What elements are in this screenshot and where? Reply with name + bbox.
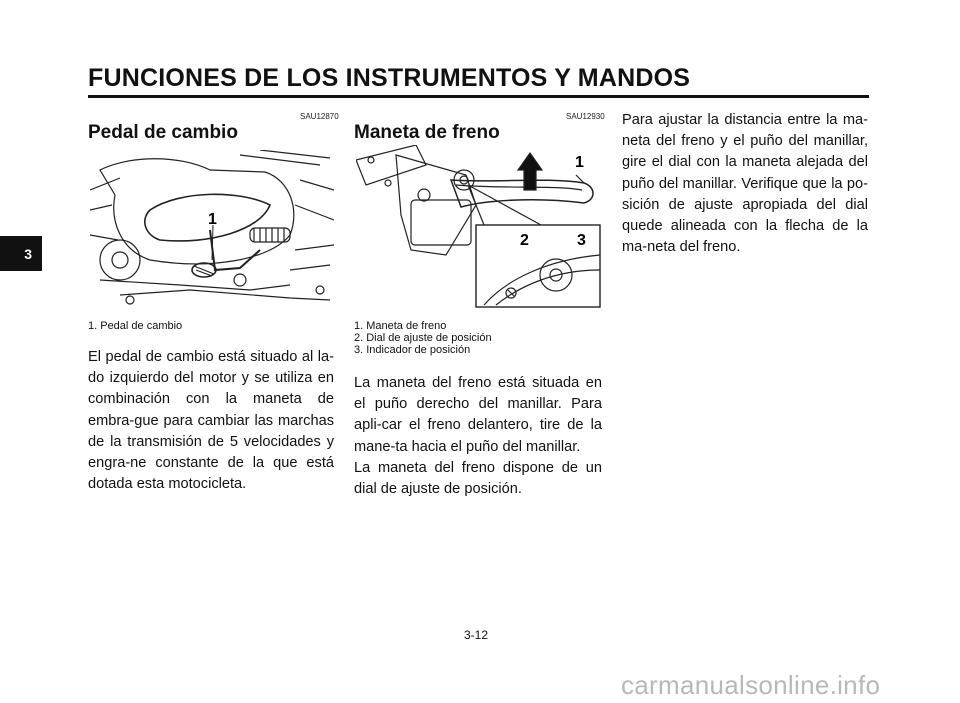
paragraph-adjust-text: Para ajustar la distancia entre la ma-neta del freno y el puño del manillar, gire el dial con la maneta alejada del puño del manillar. Verifique que la po-sición de ajuste apropiada del dial quede alineada con la flecha de la ma-neta del freno. — [622, 112, 868, 256]
callout-3-brake: 3 — [577, 232, 586, 249]
caption-brake-2: 2. Dial de ajuste de posición — [354, 332, 492, 344]
caption-pedal: 1. Pedal de cambio — [88, 320, 183, 332]
header-rule — [88, 95, 869, 98]
paragraph-brake-1: La maneta del freno está situada en el puño derecho del manillar. Para apli-car el freno delantero, tire de la mane-ta hacia el puño del manillar. — [354, 375, 602, 455]
chapter-tab: 3 — [0, 236, 42, 271]
section-code-2: SAU12930 — [566, 112, 605, 121]
caption-brake-1: 1. Maneta de freno — [354, 320, 447, 332]
caption-brake-3: 3. Indicador de posición — [354, 344, 471, 356]
caption-brake-list — [354, 320, 492, 356]
section-code-1: SAU12870 — [300, 112, 339, 121]
brake-lever-illustration — [356, 145, 604, 310]
page-header: FUNCIONES DE LOS INSTRUMENTOS Y MANDOS — [88, 64, 691, 92]
watermark: carmanualsonline.info — [621, 670, 881, 700]
shift-pedal-illustration — [90, 150, 334, 308]
page-number: 3-12 — [464, 628, 489, 642]
section-title-pedal: Pedal de cambio — [88, 122, 238, 143]
paragraph-pedal — [88, 347, 334, 495]
paragraph-brake-2: La maneta del freno dispone de un dial de ajuste de posición. — [354, 459, 602, 498]
section-title-brake: Maneta de freno — [354, 122, 500, 143]
paragraph-adjust — [622, 110, 868, 258]
callout-1-pedal: 1 — [208, 211, 217, 228]
paragraph-pedal-text: El pedal de cambio está situado al la-do izquierdo del motor y se utiliza en combinación con la maneta de embra-gue para cambiar las marchas de la transmisión de 5 velocidades y engra-ne constante de la que está dotada esta motocicleta. — [88, 349, 334, 493]
callout-1-brake: 1 — [575, 154, 584, 171]
paragraph-brake — [354, 373, 602, 500]
callout-2-brake: 2 — [520, 232, 529, 249]
